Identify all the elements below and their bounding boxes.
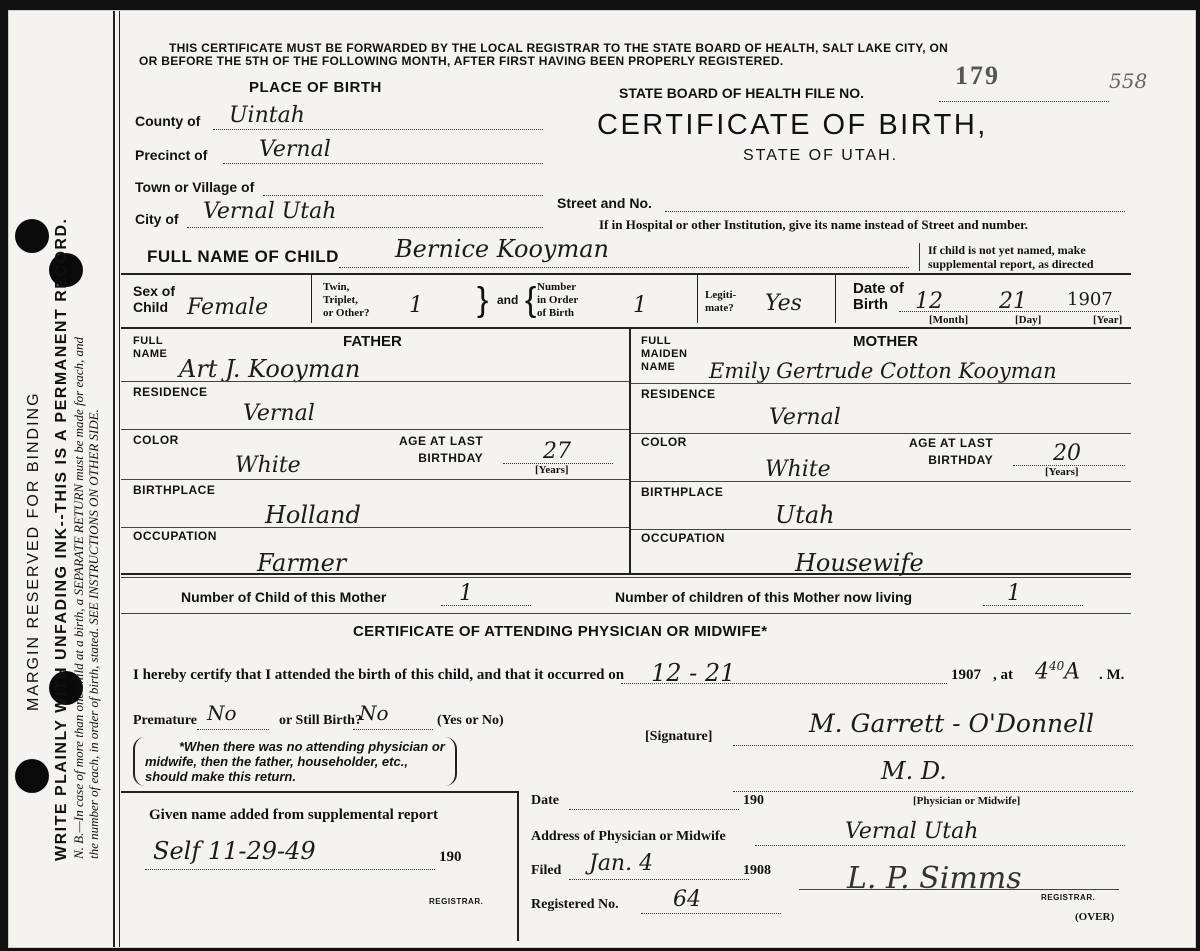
place-of-birth-heading: PLACE OF BIRTH <box>249 79 382 96</box>
mother-name-label-line3: NAME <box>641 361 676 373</box>
father-years-label: [Years] <box>535 464 569 476</box>
mother-age-label-line1: AGE AT LAST <box>909 436 994 450</box>
mother-residence-label: RESIDENCE <box>641 387 716 401</box>
instruction-note-line3: should make this return. <box>145 769 296 784</box>
still-birth-line <box>353 729 433 730</box>
supplemental-year: 190 <box>439 849 462 865</box>
twin-value: 1 <box>409 293 423 318</box>
physician-heading: CERTIFICATE OF ATTENDING PHYSICIAN OR MIDWIFE* <box>353 623 768 640</box>
child-number-line <box>441 605 531 606</box>
filed-value: Jan. 4 <box>589 851 654 876</box>
parents-divider <box>629 329 631 573</box>
child-number-label: Number of Child of this Mother <box>181 589 387 605</box>
margin-write-label: WRITE PLAINLY WITH UNFADING INK--THIS IS A PERMANENT RECORD. <box>53 217 70 861</box>
field-rule <box>631 383 1131 384</box>
father-color-label: COLOR <box>133 433 179 447</box>
father-occupation-value: Farmer <box>257 549 347 577</box>
father-heading: FATHER <box>343 333 402 350</box>
town-label: Town or Village of <box>135 179 255 195</box>
not-named-note-line2: supplemental report, as directed <box>928 257 1094 271</box>
father-name-label-line2: NAME <box>133 348 168 360</box>
certify-date-value: 12 - 21 <box>651 659 736 687</box>
premature-label: Premature <box>133 713 198 728</box>
father-age-label-line1: AGE AT LAST <box>399 434 484 448</box>
certificate-subtitle: STATE OF UTAH. <box>743 147 899 164</box>
registered-label: Registered No. <box>531 897 619 912</box>
brace: } <box>477 281 489 319</box>
margin-binding-label: MARGIN RESERVED FOR BINDING <box>25 391 42 711</box>
day-label: [Day] <box>1015 314 1042 326</box>
premature-line <box>197 729 269 730</box>
address-line <box>755 845 1125 846</box>
mother-name-label <box>641 335 687 374</box>
order-label-line2: in Order <box>537 294 579 306</box>
certificate-title: CERTIFICATE OF BIRTH, <box>597 109 988 141</box>
time-hour: 4 <box>1035 659 1049 685</box>
binding-hole <box>15 219 49 253</box>
father-age-label <box>399 433 483 467</box>
father-name-label-line1: FULL <box>133 335 164 347</box>
father-color-value: White <box>235 453 301 478</box>
supplemental-line <box>145 869 435 870</box>
signature-value: M. Garrett - O'Donnell <box>809 709 1094 738</box>
living-value: 1 <box>1007 581 1021 606</box>
column-rule <box>311 275 312 323</box>
section-rule <box>121 613 1131 614</box>
registered-line <box>641 913 781 914</box>
filed-year: 1908 <box>743 863 771 878</box>
sex-value: Female <box>187 295 269 320</box>
sex-label-line1: Sex of <box>133 283 176 299</box>
field-rule <box>121 429 629 430</box>
street-label: Street and No. <box>557 195 652 211</box>
mother-age-label <box>909 435 993 469</box>
father-birthplace-label: BIRTHPLACE <box>133 483 216 497</box>
street-line <box>665 211 1125 212</box>
signature-line2 <box>733 791 1133 792</box>
bottom-rule <box>121 791 519 793</box>
file-no-label: STATE BOARD OF HEALTH FILE NO. <box>619 85 864 101</box>
dob-month-value: 12 <box>915 289 943 314</box>
twin-label <box>323 281 370 320</box>
yes-no-label: (Yes or No) <box>437 713 504 728</box>
mother-occupation-label: OCCUPATION <box>641 531 725 545</box>
legit-label-line1: Legiti- <box>705 289 737 301</box>
filed-label: Filed <box>531 863 562 878</box>
mother-name-label-line1: FULL <box>641 335 672 347</box>
section-rule <box>121 273 1131 275</box>
city-label: City of <box>135 211 179 227</box>
twin-label-line3: or Other? <box>323 307 370 319</box>
margin-nb-line1: N. B.—In case of more than one child at a birth, a SEPARATE RETURN must be made for each, and <box>71 337 86 859</box>
time-ampm: A <box>1064 659 1081 685</box>
section-rule <box>121 577 1131 578</box>
file-number-stamp: 179 <box>955 61 1000 90</box>
file-no-line <box>939 101 1109 102</box>
mother-name-value: Emily Gertrude Cotton Kooyman <box>709 359 1057 383</box>
order-label-line3: of Birth <box>537 307 574 319</box>
column-rule <box>835 275 836 323</box>
father-occupation-label: OCCUPATION <box>133 529 217 543</box>
father-name-value: Art J. Kooyman <box>179 355 361 383</box>
section-rule <box>121 573 1131 575</box>
registrar-label: REGISTRAR. <box>1041 893 1096 902</box>
bottom-divider <box>517 791 519 941</box>
full-name-line <box>339 267 909 268</box>
time-minutes: 40 <box>1049 659 1065 673</box>
date-year: 190 <box>743 793 764 808</box>
mother-birthplace-label: BIRTHPLACE <box>641 485 724 499</box>
mother-years-label: [Years] <box>1045 466 1079 478</box>
twin-label-line1: Twin, <box>323 281 350 293</box>
signature-label: [Signature] <box>645 729 713 744</box>
town-line <box>263 195 543 196</box>
order-label-line1: Number <box>537 281 577 293</box>
date-line <box>569 809 739 810</box>
county-line <box>213 129 543 130</box>
signature-value-line2: M. D. <box>881 757 947 785</box>
registrar-signature: L. P. Simms <box>847 861 1022 896</box>
dob-day-value: 21 <box>999 289 1027 314</box>
legit-label <box>705 289 736 315</box>
field-rule <box>631 433 1131 434</box>
county-label: County of <box>135 113 201 129</box>
margin-binding-text <box>25 391 43 711</box>
living-label: Number of children of this Mother now living <box>615 589 913 605</box>
mother-occupation-value: Housewife <box>795 549 924 577</box>
father-age-label-line2: BIRTHDAY <box>418 451 484 465</box>
dob-label-line2: Birth <box>853 296 888 313</box>
sex-label <box>133 283 175 315</box>
twin-label-line2: Triplet, <box>323 294 358 306</box>
precinct-line <box>223 163 543 164</box>
field-rule <box>631 529 1131 530</box>
mother-heading: MOTHER <box>853 333 918 350</box>
legit-value: Yes <box>765 291 802 316</box>
mother-name-label-line2: MAIDEN <box>641 348 688 360</box>
date-label: Date <box>531 793 559 808</box>
header-notice-line2: OR BEFORE THE 5TH OF THE FOLLOWING MONTH, AFTER FIRST HAVING BEEN PROPERLY REGISTERED. <box>139 54 784 68</box>
order-value: 1 <box>633 293 647 318</box>
dob-year-value: 1907 <box>1067 289 1113 310</box>
section-rule <box>121 327 1131 329</box>
precinct-value: Vernal <box>259 137 331 162</box>
mother-birthplace-value: Utah <box>775 501 835 529</box>
and-label: and <box>497 293 519 307</box>
signature-line <box>733 745 1133 746</box>
margin-nb-line2: the number of each, in order of birth, stated. SEE INSTRUCTIONS ON OTHER SIDE. <box>86 409 101 859</box>
full-name-value: Bernice Kooyman <box>395 235 609 263</box>
sex-label-line2: Child <box>133 299 168 315</box>
at-label: , at <box>993 667 1013 683</box>
field-rule <box>121 381 629 382</box>
dob-label-line1: Date of <box>853 280 904 297</box>
city-line <box>187 227 543 228</box>
mother-age-label-line2: BIRTHDAY <box>928 453 994 467</box>
field-rule <box>121 479 629 480</box>
brace: { <box>525 281 537 319</box>
father-residence-label: RESIDENCE <box>133 385 208 399</box>
father-age-value: 27 <box>543 439 571 464</box>
legit-label-line2: mate? <box>705 302 734 314</box>
child-number-value: 1 <box>459 581 473 606</box>
mother-color-label: COLOR <box>641 435 687 449</box>
hospital-note: If in Hospital or other Institution, give its name instead of Street and number. <box>599 217 1028 232</box>
mother-color-value: White <box>765 457 831 482</box>
m-label: . M. <box>1099 667 1125 683</box>
mother-residence-value: Vernal <box>769 405 841 430</box>
time-value <box>1035 659 1080 684</box>
year-label: [Year] <box>1093 314 1123 326</box>
father-name-label <box>133 335 167 361</box>
filed-line <box>569 879 749 880</box>
instruction-note-line2: midwife, then the father, householder, etc., <box>145 754 408 769</box>
field-rule <box>631 481 1131 482</box>
margin-rule <box>119 11 120 947</box>
supplemental-heading: Given name added from supplemental report <box>149 807 439 823</box>
month-label: [Month] <box>929 314 969 326</box>
registrar-line <box>799 889 1119 890</box>
certify-text: I hereby certify that I attended the birth of this child, and that it occurred on <box>133 667 625 683</box>
header-notice-line1: THIS CERTIFICATE MUST BE FORWARDED BY THE LOCAL REGISTRAR TO THE STATE BOARD OF HEALTH, SALT LAKE CITY, ON <box>169 41 949 55</box>
dob-label <box>853 281 904 313</box>
physician-midwife-label: [Physician or Midwife] <box>913 795 1021 807</box>
column-rule <box>697 275 698 323</box>
father-residence-value: Vernal <box>243 401 315 426</box>
margin-nb-text <box>71 337 101 859</box>
order-label <box>537 281 578 320</box>
still-birth-value: No <box>359 701 389 725</box>
instruction-note <box>133 737 457 786</box>
not-named-note-line1: If child is not yet named, make <box>928 243 1086 257</box>
address-value: Vernal Utah <box>845 819 979 844</box>
certificate-paper <box>8 10 1196 948</box>
instruction-note-line1: *When there was no attending physician or <box>179 739 445 754</box>
certify-year: 1907 <box>951 667 981 683</box>
premature-value: No <box>207 701 237 725</box>
field-rule <box>121 527 629 528</box>
supplemental-value: Self 11-29-49 <box>153 837 316 865</box>
city-value: Vernal Utah <box>203 199 337 224</box>
living-line <box>983 605 1083 606</box>
supplemental-registrar-label: REGISTRAR. <box>429 897 484 906</box>
registered-value: 64 <box>673 887 701 912</box>
over-label: (OVER) <box>1075 911 1115 923</box>
county-value: Uintah <box>229 103 305 128</box>
margin-rule <box>113 11 115 947</box>
mother-age-value: 20 <box>1053 441 1081 466</box>
binding-hole <box>15 759 49 793</box>
corner-note: 558 <box>1109 69 1148 93</box>
address-label: Address of Physician or Midwife <box>531 829 726 844</box>
precinct-label: Precinct of <box>135 147 208 163</box>
full-name-label: FULL NAME OF CHILD <box>147 247 339 266</box>
father-birthplace-value: Holland <box>265 501 361 529</box>
still-birth-label: or Still Birth? <box>279 713 362 728</box>
margin-write-text <box>53 218 71 861</box>
not-named-note <box>919 243 1094 271</box>
